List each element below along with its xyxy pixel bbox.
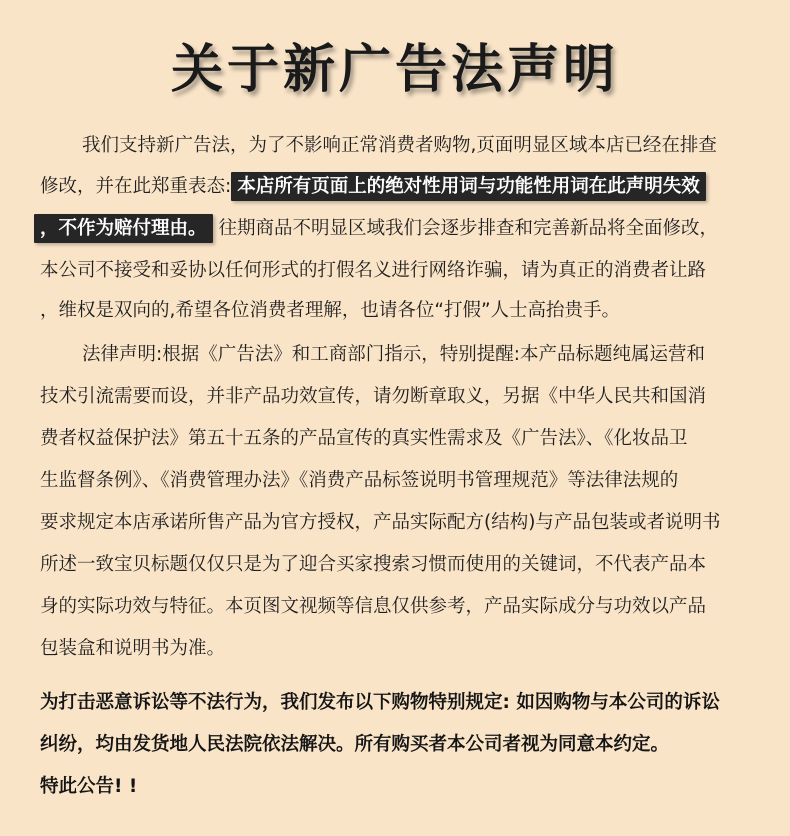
paragraph1-line1: 我们支持新广告法，为了不影响正常消费者购物,页面明显区域本店已经在排查 [82,135,717,156]
paragraph1-line4: 本公司不接受和妥协以任何形式的打假名义进行网络诈骗，请为真正的消费者让路 [40,260,707,281]
paragraph1-line3 [34,214,718,244]
paragraph1-line2 [40,172,706,202]
page-title: 关于新广告法声明 [170,40,619,100]
paragraph2-line2: 技术引流需要而设，并非产品功效宣传，请勿断章取义，另据《中华人民共和国消 [40,386,707,407]
paragraph1-line3-rest: 往期商品不明显区域我们会逐步排查和完善新品将全面修改， [218,218,719,239]
paragraph2-line7: 身的实际功效与特征。本页图文视频等信息仅供参考，产品实际成分与功效以产品 [40,596,707,617]
paragraph1-line5: ，维权是双向的,希望各位消费者理解，也请各位“打假”人士高抬贵手。 [40,300,621,321]
notice-line3: 特此公告! ! [40,776,138,797]
highlight-disclaimer-part1: 本店所有页面上的绝对性用词与功能性用词在此声明失效 [231,172,706,201]
paragraph1-line2-prefix: 修改，并在此郑重表态: [40,176,232,197]
paragraph2-line8: 包装盒和说明书为准。 [40,638,226,659]
paragraph2-line5: 要求规定本店承诺所售产品为官方授权，产品实际配方(结构)与产品包装或者说明书 [40,512,721,533]
paragraph2-line6: 所述一致宝贝标题仅仅只是为了迎合买家搜索习惯而使用的关键词，不代表产品本 [40,554,707,575]
highlight-disclaimer-part2: ，不作为赔付理由。 [34,214,213,243]
paragraph2-line3: 费者权益保护法》第五十五条的产品宣传的真实性需求及《广告法》、《化妆品卫 [40,428,688,449]
paragraph2-line4: 生监督条例》、《消费管理办法》《消费产品标签说明书管理规范》等法律法规的 [40,470,679,491]
paragraph2-line1: 法律声明:根据《广告法》和工商部门指示，特别提醒:本产品标题纯属运营和 [82,344,705,365]
notice-line1: 为打击恶意诉讼等不法行为，我们发布以下购物特别规定: 如因购物与本公司的诉讼 [40,692,720,713]
notice-line2: 纠纷，均由发货地人民法院依法解决。所有购买者本公司者视为同意本约定。 [40,734,670,755]
